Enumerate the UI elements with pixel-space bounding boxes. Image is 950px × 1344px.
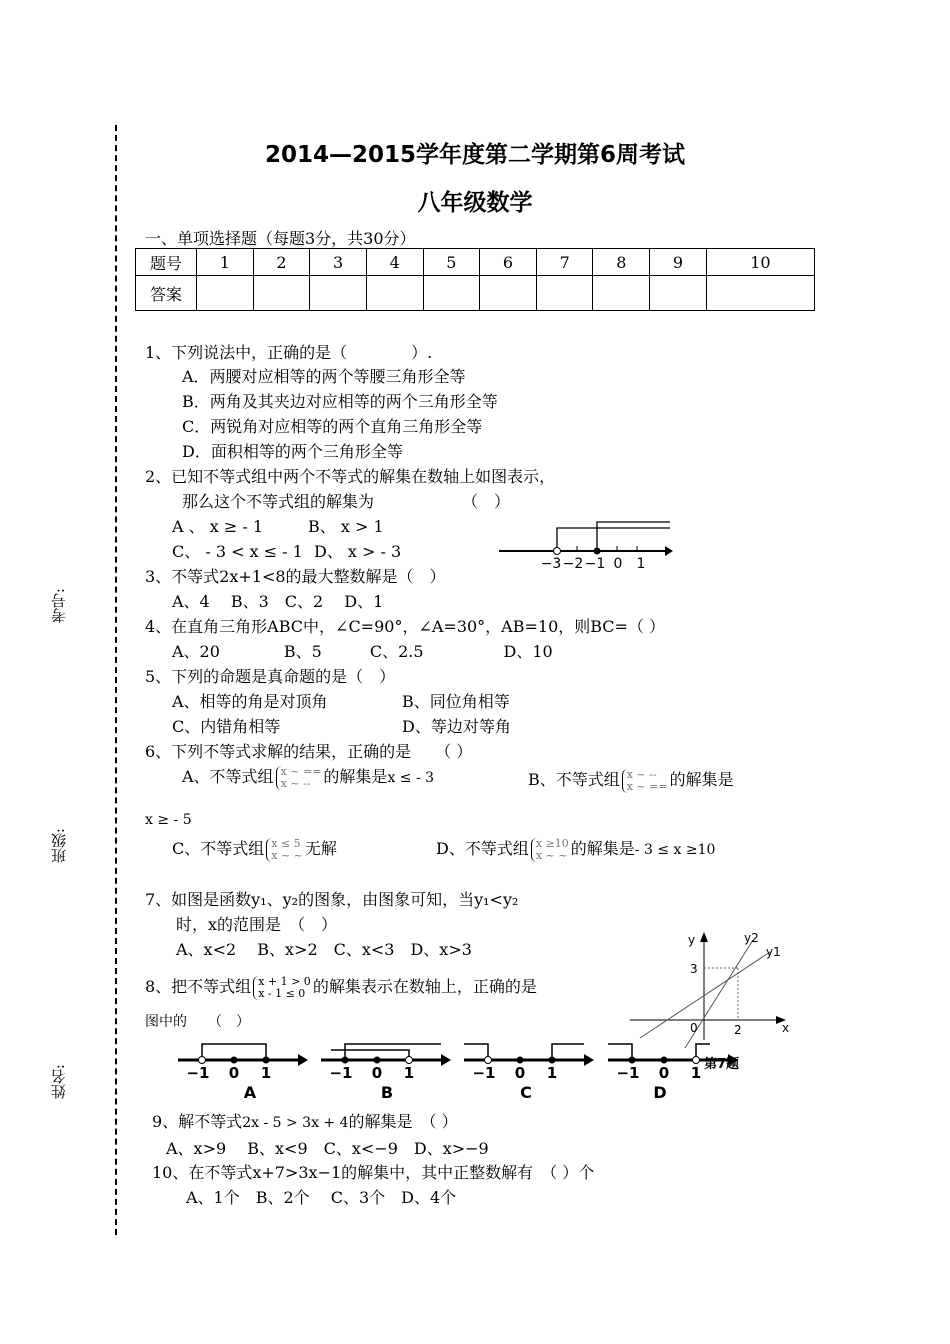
table-cell: 6 [480,249,537,276]
answer-cell[interactable] [253,276,310,311]
axis-label: 0 [514,1064,526,1082]
q8-stem-suffix: 的解集表示在数轴上，正确的是 [312,977,537,996]
q8-system-line2: x - 1 ≤ 0 [258,986,306,1000]
q9-stem-suffix: 的解集是 （ ） [348,1112,458,1131]
q2-stem-line2: 那么这个不等式组的解集为 （ ） [182,492,511,511]
table-cell: 1 [197,249,254,276]
answer-cell[interactable] [310,276,367,311]
choice-b-figure [321,1044,451,1102]
q1-option-d: D．面积相等的两个三角形全等 [182,442,403,461]
table-header-cell: 答案 [136,276,197,311]
axis-arrow [665,546,673,556]
blurred-inequality-system: x ~ -- x ~ == [622,769,668,793]
choice-a-figure [178,1044,308,1102]
q6-option-b-suffix: 的解集是 [669,770,734,789]
line-y1 [640,952,770,1038]
q8-stem-prefix: 8、把不等式组 [145,977,252,996]
tick-three: 3 [690,962,698,976]
q6-option-c-suffix: 无解 [304,839,337,858]
axis-label: 0 [658,1064,670,1082]
side-label-name: 姓名: [50,1064,68,1100]
q6-option-a [182,764,434,790]
q5-option-b: B、同位角相等 [402,692,510,711]
choice-c-figure [464,1044,594,1102]
q8-stem [145,974,537,1000]
q10-options: A、1个 B、2个 C、3个 D、4个 [186,1188,457,1207]
table-cell: 2 [253,249,310,276]
axis-label: −1 [584,556,606,572]
binding-dashed-line [115,125,117,1235]
q6-option-d-suffix: 的解集是 [570,839,635,858]
page-title: 2014—2015学年度第二学期第6周考试 [264,142,686,168]
answer-cell[interactable] [593,276,650,311]
answer-table [135,248,815,311]
q2-stem-line1: 2、已知不等式组中两个不等式的解集在数轴上如图表示， [145,467,556,486]
side-label-exam-number: 考号: [50,588,68,624]
q7-options: A、x<2 B、x>2 C、x<3 D、x>3 [176,940,472,959]
q2-option-c: C、 - 3 < x ≤ - 1 [172,542,303,561]
side-label-class: 班级: [50,828,68,864]
table-row [136,249,815,276]
answer-cell[interactable] [366,276,423,311]
q4-stem: 4、在直角三角形ABC中，∠C=90°，∠A=30°，AB=10，则BC=（ ） [145,617,666,636]
table-cell: 3 [310,249,367,276]
q5-option-a: A、相等的角是对顶角 [172,692,328,711]
q9-options: A、x>9 B、x<9 C、x<−9 D、x>−9 [166,1139,489,1158]
blurred-inequality-system: x ~ == x ~ -- [276,766,322,790]
q5-option-d: D、等边对等角 [402,717,511,736]
answer-cell[interactable] [480,276,537,311]
q5-option-c: C、内错角相等 [172,717,281,736]
table-cell: 5 [423,249,480,276]
axis-label: 0 [613,556,623,572]
page-subtitle: 八年级数学 [417,190,533,216]
x-axis-label: x [782,1021,790,1035]
q1-stem: 1、下列说法中，正确的是（ ）. [145,343,433,362]
q8-stem-line2: 图中的 （ ） [145,1014,250,1030]
closed-point [594,548,601,555]
tick-zero: 0 [690,1021,698,1035]
choice-label: D [653,1083,667,1102]
table-cell: 10 [706,249,814,276]
axis-label: −3 [540,556,562,572]
choice-d-figure [608,1044,739,1102]
q6-stem: 6、下列不等式求解的结果，正确的是 （ ） [145,742,473,761]
q8-system-line1: x + 1 > 0 [258,974,311,988]
q10-stem: 10、在不等式x+7>3x−1的解集中，其中正整数解有 （ ）个 [152,1163,595,1182]
q6-option-c-prefix: C、不等式组 [172,839,265,858]
q3-stem: 3、不等式2x+1<8的最大整数解是（ ） [145,567,446,586]
table-header-cell: 题号 [136,249,197,276]
axis-label: −1 [186,1064,210,1082]
q1-option-a: A．两腰对应相等的两个等腰三角形全等 [182,367,466,386]
tick-two: 2 [734,1023,742,1037]
open-point [554,548,561,555]
axis-label: −1 [329,1064,353,1082]
answer-cell[interactable] [197,276,254,311]
axis-label: 1 [690,1064,702,1082]
q6-option-c [172,836,337,862]
q6-option-d-value: - 3 ≤ x ≥10 [634,842,716,858]
q6-option-b-value: x ≥ - 5 [145,812,192,828]
axis-label: 1 [403,1064,415,1082]
answer-cell[interactable] [706,276,814,311]
choice-label: B [380,1083,394,1102]
y2-label: y2 [744,931,759,945]
q2-option-b: B、 x > 1 [308,517,384,536]
section-heading: 一、单项选择题（每题3分，共30分） [145,229,416,248]
q9-expression: 2x - 5 > 3x + 4 [242,1115,349,1131]
q1-option-c: C．两锐角对应相等的两个直角三角形全等 [182,417,483,436]
table-cell: 9 [650,249,707,276]
q2-option-d: D、 x > - 3 [314,542,402,561]
axis-label: 0 [228,1064,240,1082]
blurred-inequality-system: x ≤ 5 x ~ ~ [266,838,303,862]
table-cell: 8 [593,249,650,276]
answer-cell[interactable] [423,276,480,311]
table-row [136,276,815,311]
answer-cell[interactable] [650,276,707,311]
choice-label: C [520,1083,532,1102]
table-cell: 7 [536,249,593,276]
axis-label: −1 [472,1064,496,1082]
q4-options: A、20 B、5 C、2.5 D、10 [172,642,553,661]
q6-option-d-prefix: D、不等式组 [436,839,529,858]
figure-caption: 第7题 [704,1057,740,1072]
axis-label: 0 [371,1064,383,1082]
q7-function-graph [630,928,805,1048]
q6-option-d [436,836,715,862]
q1-option-b: B．两角及其夹边对应相等的两个三角形全等 [182,392,498,411]
q2-option-a: A 、 x ≥ - 1 [172,517,264,536]
q6-option-a-prefix: A、不等式组 [182,767,274,786]
y1-label: y1 [766,945,781,959]
ray-open [557,528,670,551]
q5-stem: 5、下列的命题是真命题的是（ ） [145,667,396,686]
blurred-inequality-system: x ≥10 x ~ ~ [531,838,569,862]
q3-options: A、4 B、3 C、2 D、1 [172,592,384,611]
q8-number-line-choices [170,1036,770,1104]
q7-stem-line1: 7、如图是函数y₁、y₂的图象，由图象可知，当y₁<y₂ [145,890,519,909]
q9-stem [152,1109,458,1132]
y-axis-label: y [688,933,696,947]
answer-cell[interactable] [536,276,593,311]
y-axis-arrow [700,932,708,942]
q2-number-line-figure [495,518,675,574]
ray-closed [597,522,670,551]
axis-label: −2 [562,556,584,572]
q6-option-a-value: x ≤ - 3 [387,770,435,786]
axis-label: 1 [546,1064,558,1082]
q6-option-b [528,767,734,793]
axis-label: 1 [260,1064,272,1082]
q7-stem-line2: 时，x的范围是 （ ） [176,915,338,934]
table-cell: 4 [366,249,423,276]
axis-label: −1 [616,1064,640,1082]
q6-option-b-prefix: B、不等式组 [528,770,620,789]
axis-label: 1 [636,556,646,572]
q8-inequality-system [253,976,311,1000]
q6-option-a-suffix: 的解集是 [323,767,388,786]
q9-stem-prefix: 9、解不等式 [152,1112,243,1131]
choice-label: A [243,1083,257,1102]
